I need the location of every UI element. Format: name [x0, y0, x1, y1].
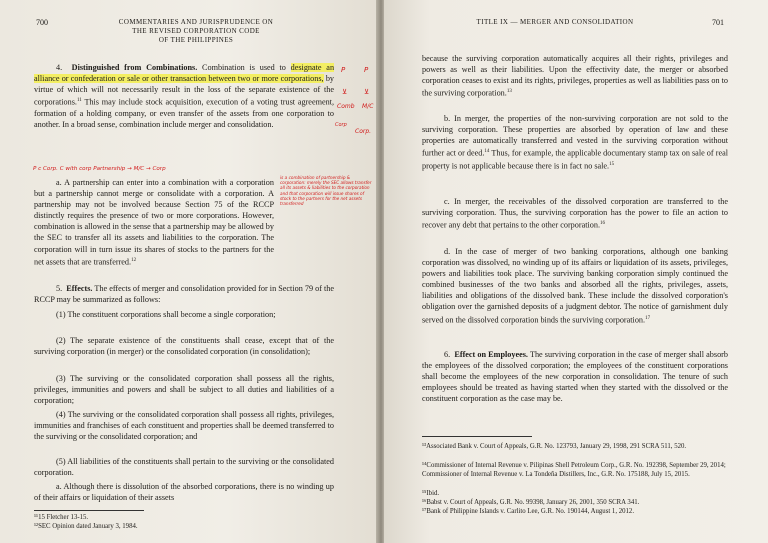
header-line: OF THE PHILIPPINES — [158, 36, 234, 44]
footnote-divider — [422, 436, 532, 437]
footnote: ¹⁶Babst v. Court of Appeals, G.R. No. 99398, January 26, 2001, 350 SCRA 341. — [422, 499, 640, 506]
paragraph-item-6 — [422, 349, 728, 404]
item-number: 4. — [56, 63, 63, 72]
item-title: Effects. — [66, 284, 93, 293]
text-span: Combination is used to — [202, 63, 286, 72]
page-number: 701 — [712, 18, 724, 27]
annotation-mark: P — [364, 66, 369, 74]
footnote: ¹²SEC Opinion dated January 3, 1984. — [34, 523, 138, 530]
page-number: 700 — [36, 18, 48, 27]
annotation-mark: Comb — [337, 103, 355, 110]
footnote-ref: 11 — [76, 98, 82, 104]
paragraph-item-5a: a. Although there is dissolution of the absorbed corporations, there is no winding up of their affairs or liquidation of their assets — [34, 482, 334, 503]
paragraph-item-5 — [34, 283, 334, 305]
highlighted-text: designate an alliance or confederation or sale or other transaction between two or more corporations, — [34, 63, 335, 84]
text-span: Thus, for example, the applicable documentary stamp tax on sale of real property is not applicable because there is in fact no sale. — [422, 149, 728, 171]
annotation-mark: Corp. — [355, 128, 372, 135]
running-header: TITLE IX — MERGER AND CONSOLIDATION — [476, 18, 634, 26]
paragraph-b — [422, 113, 728, 172]
footnote-ref: 13 — [506, 89, 512, 95]
footnote-ref: 12 — [131, 257, 137, 263]
annotation-mark: Corp — [335, 122, 347, 128]
paragraph-c — [422, 196, 728, 231]
running-header — [96, 18, 296, 45]
text-span: This may include stock acquisition, execution of a voting trust agreement, formation of a holding company, or even transfer of the assets from one corporation to another. In a broad sense, combination include merger and consolidation. — [34, 98, 334, 130]
right-page — [384, 0, 768, 543]
effect-item: (3) The surviving or the consolidated corporation shall possess all the rights, privileges, immunities and powers and shall be subject to all duties and liabilities of a corporation; — [34, 374, 334, 406]
paragraph-continued — [422, 53, 728, 99]
text-span: c. In merger, the receivables of the dissolved corporation are transferred to the surviving corporation. Thus, the surviving corporation has the power to file an action to recover any debt that pertains to the other corporation. — [422, 197, 728, 230]
text-span: The surviving corporation in the case of merger shall absorb the employees of the dissolved corporation; the employees of the constituent corporations shall become the employees of the new corporation in consolidation. The tenure of such employees should be treated as having started when they started with the dissolved or the constituent corporation as the case may be. — [422, 350, 728, 404]
effect-item: (5) All liabilities of the constituents shall pertain to the surviving or the consolidated corporation. — [34, 457, 334, 478]
annotation-mark: M/C — [362, 103, 374, 110]
left-page — [0, 0, 378, 543]
footnote-ref: 17 — [645, 315, 651, 321]
footnote-ref: 15 — [609, 162, 615, 168]
annotation-mark: ⊻ — [342, 88, 348, 96]
footnote: ¹⁴Commissioner of Internal Revenue v. Pilipinas Shell Petroleum Corp., G.R. No. 192398, September 29, 2014; Commissioner of Internal Revenue v. La Tondeña Distillers, Inc., G.R. No. 175188, July 15, 2015. — [422, 462, 726, 478]
header-line: THE REVISED CORPORATION CODE — [132, 27, 260, 35]
text-span: d. In the case of merger of two banking corporations, although one banking corporation was dissolved, no winding up of its affairs or liquidation of its assets, privileges, powers and liabilities took place. The surviving banking corporation simply continued the combined businesses of the two banks and absorbed all the rights, privileges, assets, liabilities and obligations of the dissolved bank. These include the dissolved corporation's obligation over the garnished deposits of a judgment debtor. The notice of garnishment duly served on the dissolved corporation binds the surviving corporation. — [422, 247, 728, 325]
text-span: The effects of merger and consolidation provided for in Section 79 of the RCCP may be summarized as follows: — [34, 284, 335, 305]
footnote-ref: 14 — [484, 149, 490, 155]
item-number: 6. — [444, 350, 451, 359]
footnote-divider — [34, 510, 144, 511]
item-number: 5. — [56, 284, 63, 293]
footnote: ¹⁵Ibid. — [422, 490, 440, 497]
annotation-note: is a combination of partnership & corporation: merely the SEC allows transfer all its assets & liabilities to the corporation and that corporation will issue shares of stock to the partners for the net assets transferred — [280, 175, 372, 207]
header-line: COMMENTARIES AND JURISPRUDENCE ON — [118, 18, 274, 26]
effect-item: (4) The surviving or the consolidated corporation shall possess all rights, privileges, immunities and franchises of each constituent and properties shall be deemed transferred to the surviving or the consolidated corporation; and — [34, 410, 334, 442]
effect-item: (2) The separate existence of the constituents shall cease, except that of the surviving corporation (in merger) or the consolidated corporation (in consolidation); — [34, 336, 334, 357]
annotation-mark: ⊻ — [364, 88, 370, 96]
item-title: Distinguished from Combinations. — [71, 63, 198, 72]
annotation-note: P c Corp. C with corp Partnership → M/C → Corp — [33, 166, 166, 172]
text-span: because the surviving corporation automatically acquires all their rights, privileges and powers as well as their liabilities. Upon the effectivity date, the merger or absorbed corporation ceases to exist and its rights, privileges, properties as well as liabilities pass on to the surviving corporation. — [422, 54, 728, 99]
text-span: a. A partnership can enter into a combination with a corporation but a partnership cannot merge or consolidate with a corporation. A partnership may not be involved because Section 75 of the RCCP distinctly requires the presence of two or more corporations. However, combination is allowed in the sense that a partnership may be allowed by the SEC to transfer all its assets and liabilities to the corporation. The corporation will in turn issue its shares of stocks to the partners for the net assets that are transferred. — [34, 178, 274, 267]
footnote-ref: 16 — [600, 221, 606, 227]
effect-item: (1) The constituent corporations shall become a single corporation; — [56, 310, 276, 319]
footnote: ¹⁷Bank of Philippine Islands v. Carlito Lee, G.R. No. 190144, August 1, 2012. — [422, 508, 635, 515]
text-span: by virtue of which will not necessarily result in the loss of the separate existence of the corporations. — [34, 74, 334, 108]
footnote: ¹³Associated Bank v. Court of Appeals, G.R. No. 123793, January 29, 1998, 291 SCRA 511, 520. — [422, 443, 687, 450]
footnote: ¹¹15 Fletcher 13-15. — [34, 514, 89, 521]
paragraph-item-4a — [34, 177, 274, 267]
paragraph-item-4 — [34, 62, 334, 130]
text-span: b. In merger, the properties of the non-surviving corporation are not sold to the surviving corporation. These properties are absorbed by operation of law and these properties are automatically transferred and vested in the surviving corporation without further act or deed. — [422, 114, 728, 159]
paragraph-d — [422, 246, 728, 325]
annotation-mark: P — [341, 66, 346, 74]
item-title: Effect on Employees. — [454, 350, 528, 359]
